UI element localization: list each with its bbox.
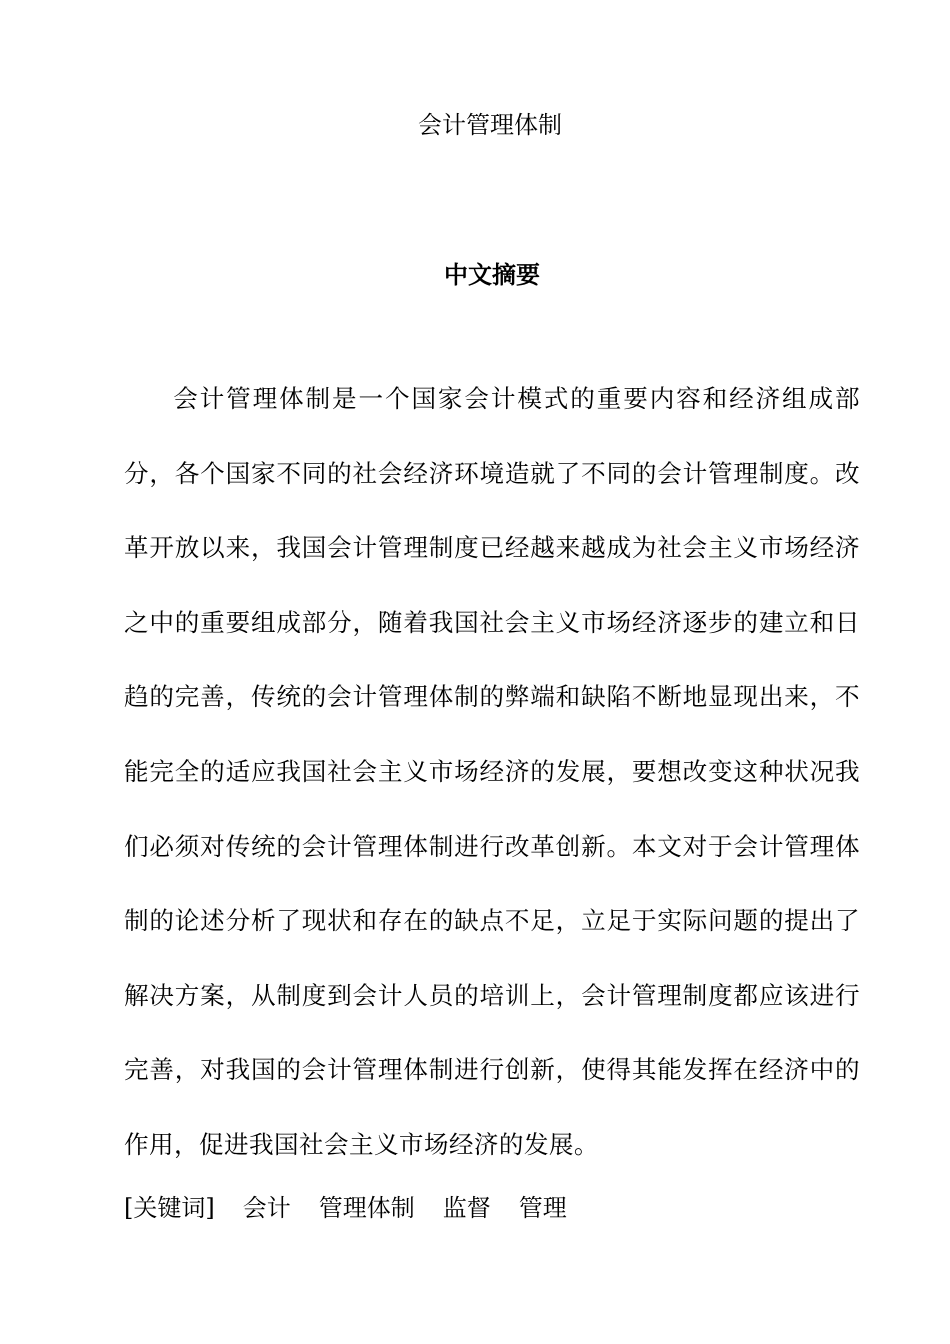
abstract-paragraph: 会计管理体制是一个国家会计模式的重要内容和经济组成部分，各个国家不同的社会经济环境造就了不同的会计管理制度。改革开放以来，我国会计管理制度已经越来越成为社会主义市场经济之中的重要组成部分，随着我国社会主义市场经济逐步的建立和日趋的完善，传统的会计管理体制的弊端和缺陷不断地显现出来，不能完全的适应我国社会主义市场经济的发展，要想改变这种状况我们必须对传统的会计管理体制进行改革创新。本文对于会计管理体制的论述分析了现状和存在的缺点不足，立足于实际问题的提出了解决方案，从制度到会计人员的培训上，会计管理制度都应该进行完善，对我国的会计管理体制进行创新，使得其能发挥在经济中的作用，促进我国社会主义市场经济的发展。 (124, 384, 860, 1159)
keyword: 管理体制 (318, 1194, 415, 1222)
document-title: 会计管理体制 (418, 111, 562, 139)
keywords-label: [关键词] (124, 1194, 215, 1222)
keyword: 监督 (442, 1194, 491, 1222)
keyword: 管理 (518, 1194, 567, 1222)
keywords-line (124, 1188, 860, 1228)
keyword: 会计 (242, 1194, 291, 1222)
abstract-heading: 中文摘要 (444, 261, 540, 289)
